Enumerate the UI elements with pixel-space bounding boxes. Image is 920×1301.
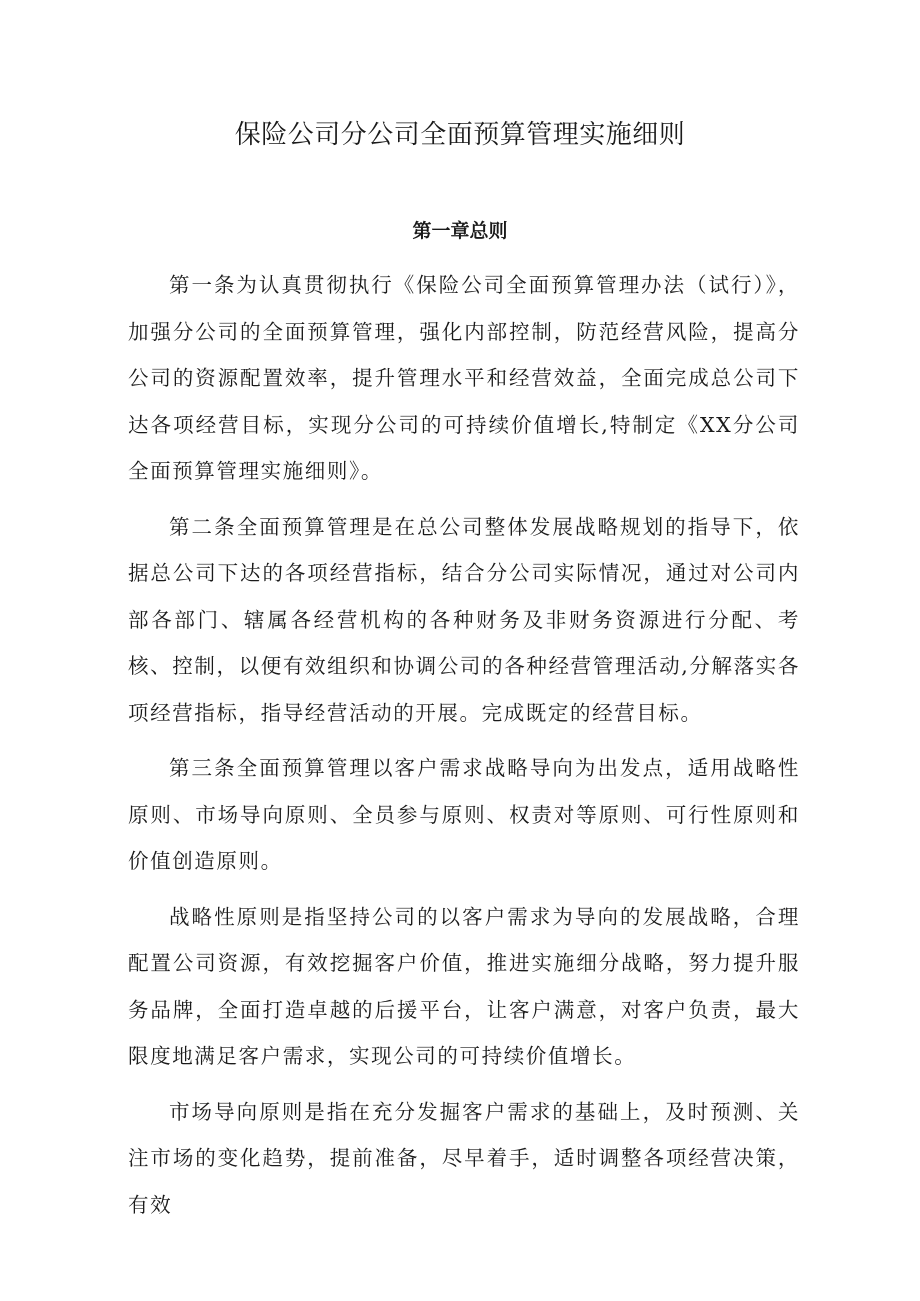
paragraph-article-3: 第三条全面预算管理以客户需求战略导向为出发点，适用战略性原则、市场导向原则、全员参与原则、权责对等原则、可行性原则和价值创造原则。	[128, 756, 800, 873]
document-title: 保险公司分公司全面预算管理实施细则	[234, 120, 686, 150]
paragraph-article-1: 第一条为认真贯彻执行《保险公司全面预算管理办法（试行）》，加强分公司的全面预算管理，强化内部控制，防范经营风险，提高分公司的资源配置效率，提升管理水平和经营效益，全面完成总公司下达各项经营目标，实现分公司的可持续价值增长,特制定《XX分公司全面预算管理实施细则》。	[128, 273, 800, 483]
paragraph-market-principle: 市场导向原则是指在充分发掘客户需求的基础上，及时预测、关注市场的变化趋势，提前准备，尽早着手，适时调整各项经营决策，有效	[128, 1099, 800, 1217]
chapter-heading: 第一章总则	[412, 220, 508, 242]
document-body	[128, 262, 800, 1237]
paragraph-strategic-principle: 战略性原则是指坚持公司的以客户需求为导向的发展战略，合理配置公司资源，有效挖掘客户价值，推进实施细分战略，努力提升服务品牌，全面打造卓越的后援平台，让客户满意，对客户负责，最大限度地满足客户需求，实现公司的可持续价值增长。	[128, 904, 800, 1068]
paragraph-article-2: 第二条全面预算管理是在总公司整体发展战略规划的指导下，依据总公司下达的各项经营指标，结合分公司实际情况，通过对公司内部各部门、辖属各经营机构的各种财务及非财务资源进行分配、考核、控制，以便有效组织和协调公司的各种经营管理活动,分解落实各项经营指标，指导经营活动的开展。完成既定的经营目标。	[128, 514, 800, 725]
